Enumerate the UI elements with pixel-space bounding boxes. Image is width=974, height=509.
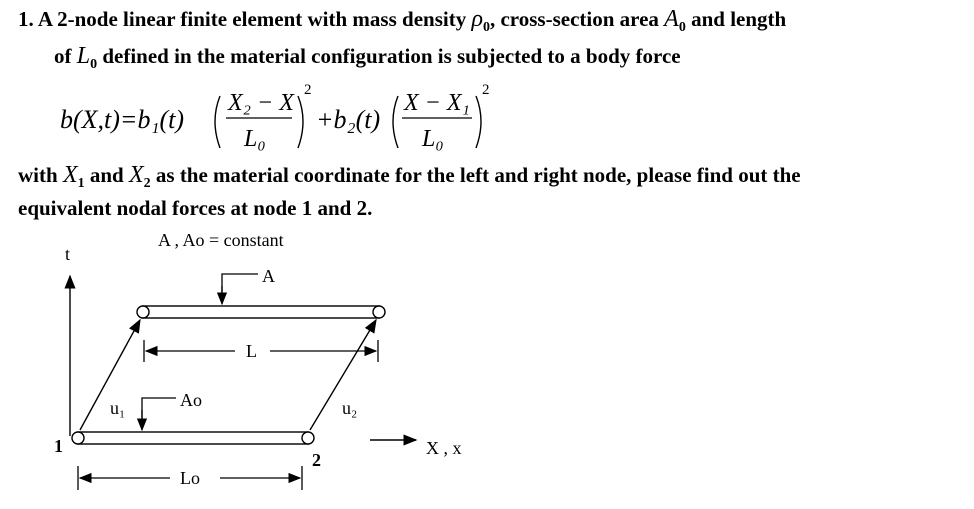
x2-symbol: X — [128, 162, 144, 188]
node-1-label: 1 — [54, 436, 63, 456]
Lo-label: Lo — [180, 468, 200, 488]
element-figure — [40, 226, 510, 506]
left-paren-1 — [215, 96, 220, 148]
line1-text-b: , cross-section area — [489, 7, 659, 31]
Ao-label: Ao — [180, 390, 202, 410]
length-subscript: 0 — [90, 57, 98, 73]
reference-element-bar — [78, 432, 308, 444]
A-label: A — [262, 266, 275, 286]
term1-numerator: X₂ − X — [228, 90, 294, 116]
equation-plus-term: +b₂(t) — [316, 105, 381, 134]
node-2-label: 2 — [312, 450, 321, 470]
rho-symbol: ρ — [471, 6, 483, 32]
t-axis-label: t — [65, 244, 71, 264]
right-paren-1 — [298, 96, 303, 148]
line3-text-c: as the material coordinate for the left and right node, please find out the — [155, 163, 801, 187]
term2-numerator: X − X₁ — [404, 90, 470, 116]
current-element-bar — [143, 306, 379, 318]
x1-symbol: X — [62, 162, 78, 188]
term2-denominator: L₀ — [422, 126, 444, 152]
u2-label: u₂ — [342, 398, 358, 418]
problem-line-2 — [54, 43, 681, 73]
Ao-section-line — [142, 398, 176, 418]
x-axis-label: X , x — [426, 438, 462, 458]
problem-line-1 — [18, 6, 786, 36]
reference-node-2 — [302, 432, 314, 444]
x1-subscript: 1 — [77, 176, 85, 192]
x2-subscript: 2 — [143, 176, 151, 192]
reference-node-1 — [72, 432, 84, 444]
rho-subscript: 0 — [482, 20, 490, 36]
right-paren-2 — [476, 96, 481, 148]
line1-text-a: A 2-node linear finite element with mass density — [37, 7, 467, 31]
line4-text: equivalent nodal forces at node 1 and 2. — [18, 196, 373, 220]
problem-line-4 — [18, 196, 372, 221]
area-subscript: 0 — [678, 20, 686, 36]
problem-line-3 — [18, 162, 801, 192]
problem-number: 1. — [18, 7, 34, 31]
line1-text-c: and length — [691, 7, 787, 31]
L-label: L — [246, 341, 257, 361]
exponent-2: 2 — [482, 82, 490, 98]
u1-label: u₁ — [110, 398, 126, 418]
line2-text-b: defined in the material configuration is subjected to a body force — [102, 44, 681, 68]
body-force-equation — [60, 78, 520, 160]
length-symbol: L — [76, 43, 91, 69]
line2-text-a: of — [54, 44, 72, 68]
term1-denominator: L₀ — [244, 126, 266, 152]
exponent-1: 2 — [304, 82, 312, 98]
figure-caption: A , Ao = constant — [158, 230, 284, 250]
current-node-right — [373, 306, 385, 318]
area-symbol: A — [664, 6, 679, 32]
line3-text-a: with — [18, 163, 58, 187]
current-node-left — [137, 306, 149, 318]
equation-lhs: b(X,t)=b₁(t) — [60, 105, 185, 134]
A-section-line — [222, 274, 258, 294]
left-paren-2 — [393, 96, 398, 148]
line3-text-b: and — [89, 163, 124, 187]
